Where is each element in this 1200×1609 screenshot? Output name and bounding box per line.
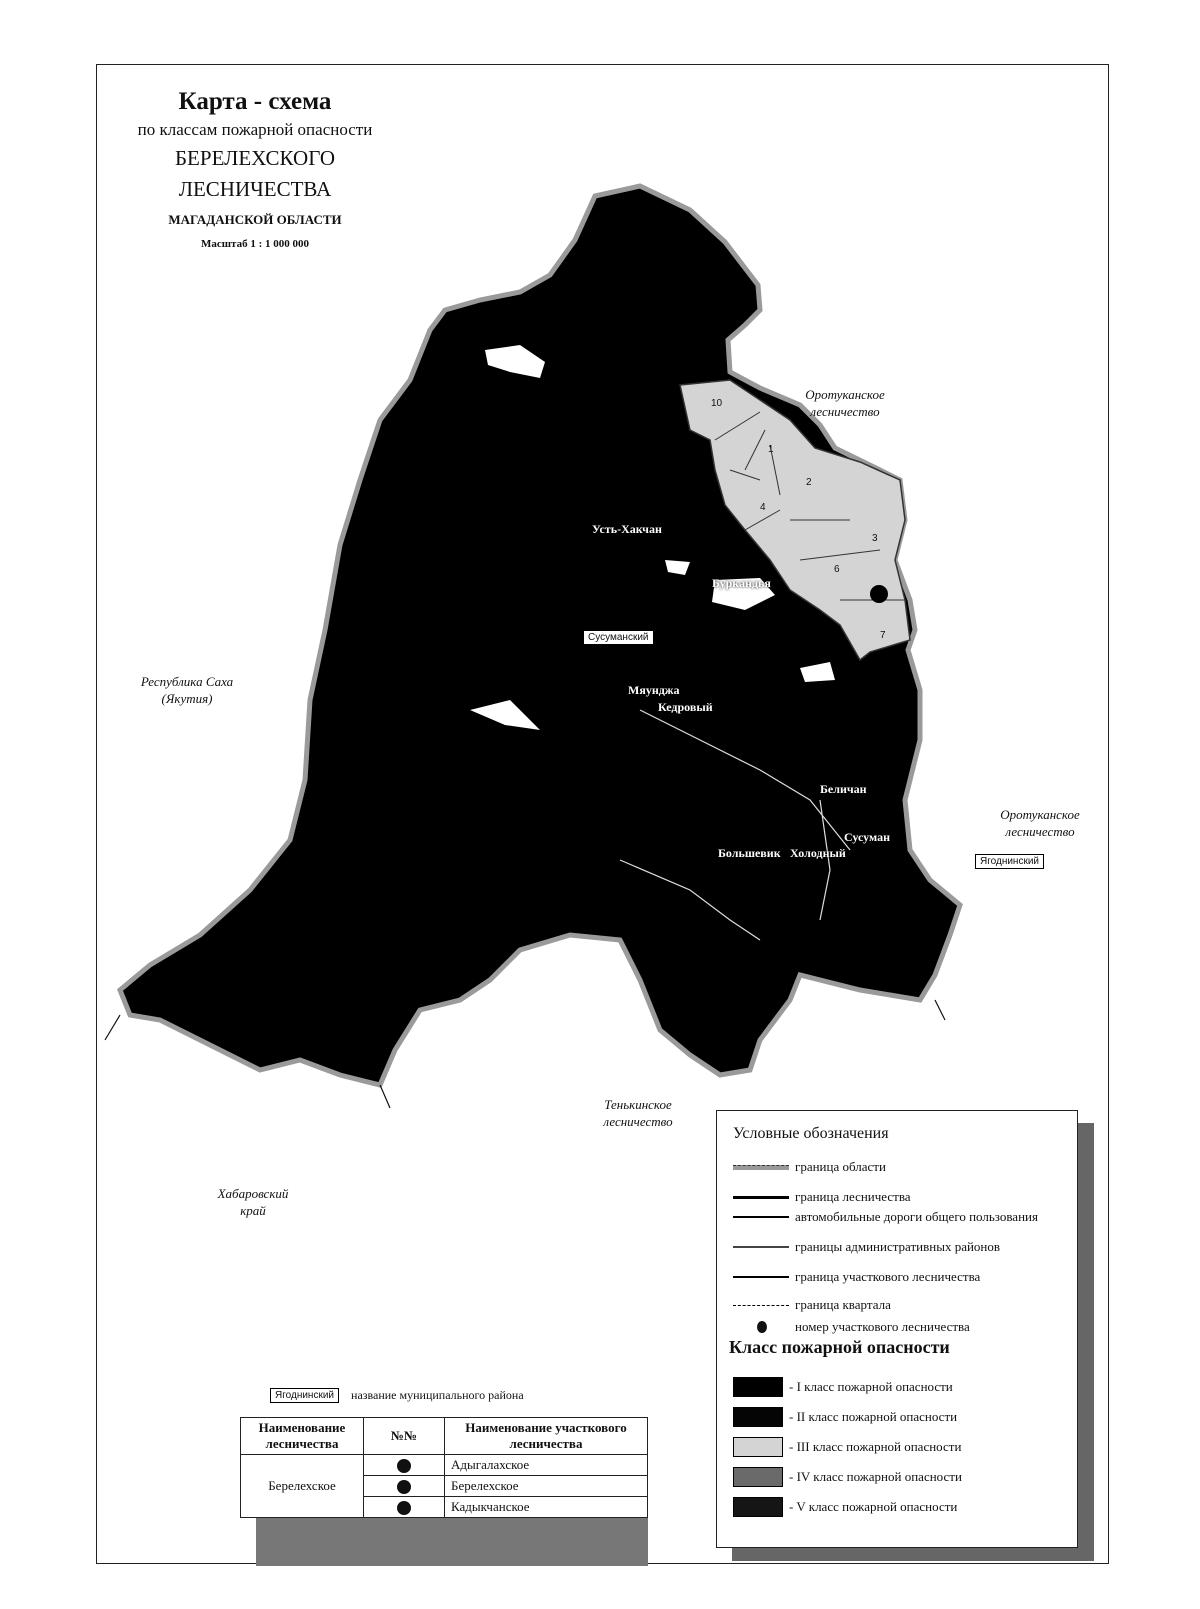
town-bolshevik: Большевик: [718, 846, 781, 860]
legend-symbol: [733, 1276, 789, 1278]
parcel-number-dot: [870, 585, 888, 603]
parcel-number: 3: [872, 533, 878, 544]
forestry-name-1: БЕРЕЛЕХСКОГО: [175, 146, 335, 170]
legend-item: [733, 1209, 1038, 1225]
parcel-number-icon: [397, 1480, 411, 1494]
legend-danger-item: [733, 1407, 957, 1427]
legend-danger-item: [733, 1467, 962, 1487]
table-cell-number: [364, 1497, 445, 1518]
map-title-block: [110, 88, 400, 250]
map-subtitle: по классам пожарной опасности: [137, 120, 373, 139]
parcel-number: 4: [760, 502, 766, 513]
legend-label: номер участкового лесничества: [795, 1319, 970, 1334]
legend-danger-item: [733, 1377, 953, 1397]
parcel-number: 1: [768, 444, 774, 455]
municipality-legend-label: название муниципального района: [351, 1388, 524, 1402]
region-name: МАГАДАНСКОЙ ОБЛАСТИ: [168, 212, 342, 227]
neighbor-label: лесничество: [603, 1114, 673, 1129]
neighbor-label: Тенькинское: [604, 1097, 672, 1112]
table-cell: Кадыкчанское: [445, 1497, 648, 1518]
table-header: №№: [364, 1418, 445, 1455]
parcel-number: 7: [880, 630, 886, 641]
neighbor-label: (Якутия): [161, 691, 213, 706]
map-scale: Масштаб 1 : 1 000 000: [200, 238, 309, 250]
legend-label: - I класс пожарной опасности: [789, 1379, 953, 1394]
district-label-yagodninsky: Ягоднинский: [975, 854, 1044, 869]
legend-item: [733, 1159, 886, 1175]
legend-swatch: [733, 1377, 783, 1397]
neighbor-label: Хабаровский: [217, 1186, 289, 1201]
municipality-sample: Ягоднинский: [270, 1388, 339, 1403]
neighbor-tenkin: [588, 1096, 688, 1130]
legend-item: [733, 1319, 970, 1335]
legend-label: - III класс пожарной опасности: [789, 1439, 962, 1454]
parcel-number-icon: [397, 1459, 411, 1473]
legend-symbol: [733, 1165, 789, 1170]
legend-danger-item: [733, 1497, 957, 1517]
neighbor-orotukan-top: [790, 386, 900, 420]
district-label-susumansky: Сусуманский: [583, 630, 654, 645]
legend-item: [733, 1189, 911, 1205]
legend-swatch: [733, 1437, 783, 1457]
parcel-number: 6: [834, 564, 840, 575]
legend-item: [733, 1269, 980, 1285]
legend-label: - V класс пожарной опасности: [789, 1499, 958, 1514]
table-header-row: [241, 1418, 648, 1455]
legend-symbol: [733, 1246, 789, 1248]
legend-danger-title: Класс пожарной опасности: [729, 1337, 950, 1357]
legend-label: граница участкового лесничества: [795, 1269, 981, 1284]
legend-label: - II класс пожарной опасности: [789, 1409, 958, 1424]
legend-symbol: [733, 1305, 789, 1306]
neighbor-label: Оротуканское: [1000, 807, 1080, 822]
legend-label: - IV класс пожарной опасности: [789, 1469, 962, 1484]
legend-label: граница квартала: [795, 1297, 891, 1312]
table-header: Наименование лесничества: [241, 1418, 364, 1455]
table-header: Наименование участкового лесничества: [445, 1418, 648, 1455]
neighbor-label: лесничество: [1005, 824, 1075, 839]
parcel-dot-icon: [757, 1321, 767, 1333]
table-cell-number: [364, 1476, 445, 1497]
border-tick: [380, 1085, 390, 1108]
neighbor-sakha: [122, 673, 252, 707]
forestry-territory: [120, 186, 960, 1085]
legend-label: граница лесничества: [795, 1189, 911, 1204]
town-kholodniy: Холодный: [790, 846, 846, 860]
legend-label: граница области: [795, 1159, 886, 1174]
map-title: Карта - схема: [178, 88, 332, 115]
legend-item: [733, 1239, 1000, 1255]
legend-label: автомобильные дороги общего пользования: [795, 1209, 1038, 1224]
neighbor-label: Оротуканское: [805, 387, 885, 402]
parcel-number: 2: [806, 477, 812, 488]
neighbor-orotukan-right: [985, 806, 1095, 840]
border-tick: [105, 1015, 120, 1040]
table-row: [241, 1455, 648, 1476]
neighbor-label: край: [240, 1203, 266, 1218]
legend-label: границы административных районов: [795, 1239, 1001, 1254]
neighbor-khabarovsk: [198, 1185, 308, 1219]
legend-symbol: [733, 1321, 789, 1333]
legend-swatch: [733, 1407, 783, 1427]
legend-swatch: [733, 1467, 783, 1487]
forestry-name-2: ЛЕСНИЧЕСТВА: [178, 177, 332, 201]
town-miaundzha: Мяунджа: [628, 683, 680, 697]
town-burkandya: Буркандья: [712, 576, 771, 590]
table-cell: Берелехское: [445, 1476, 648, 1497]
neighbor-label: Республика Саха: [140, 674, 234, 689]
town-kedroviy: Кедровый: [658, 700, 713, 714]
legend-danger-item: [733, 1437, 961, 1457]
table-cell: Адыгалахское: [445, 1455, 648, 1476]
table-cell-forestry: Берелехское: [241, 1455, 364, 1518]
town-ust-khakchan: Усть-Хакчан: [592, 522, 662, 536]
table-cell-number: [364, 1455, 445, 1476]
municipality-legend: [270, 1388, 524, 1403]
forestry-table: [240, 1417, 648, 1518]
parcel-number: 10: [711, 398, 723, 409]
border-tick: [935, 1000, 945, 1020]
neighbor-label: лесничество: [810, 404, 880, 419]
legend-swatch: [733, 1497, 783, 1517]
legend-item: [733, 1297, 891, 1313]
parcel-number-icon: [397, 1501, 411, 1515]
town-susuman: Сусуман: [844, 830, 891, 844]
legend-symbol: [733, 1216, 789, 1218]
legend-title: Условные обозначения: [733, 1125, 889, 1142]
town-belichan: Беличан: [820, 782, 867, 796]
legend-symbol: [733, 1196, 789, 1199]
legend: [716, 1110, 1078, 1548]
